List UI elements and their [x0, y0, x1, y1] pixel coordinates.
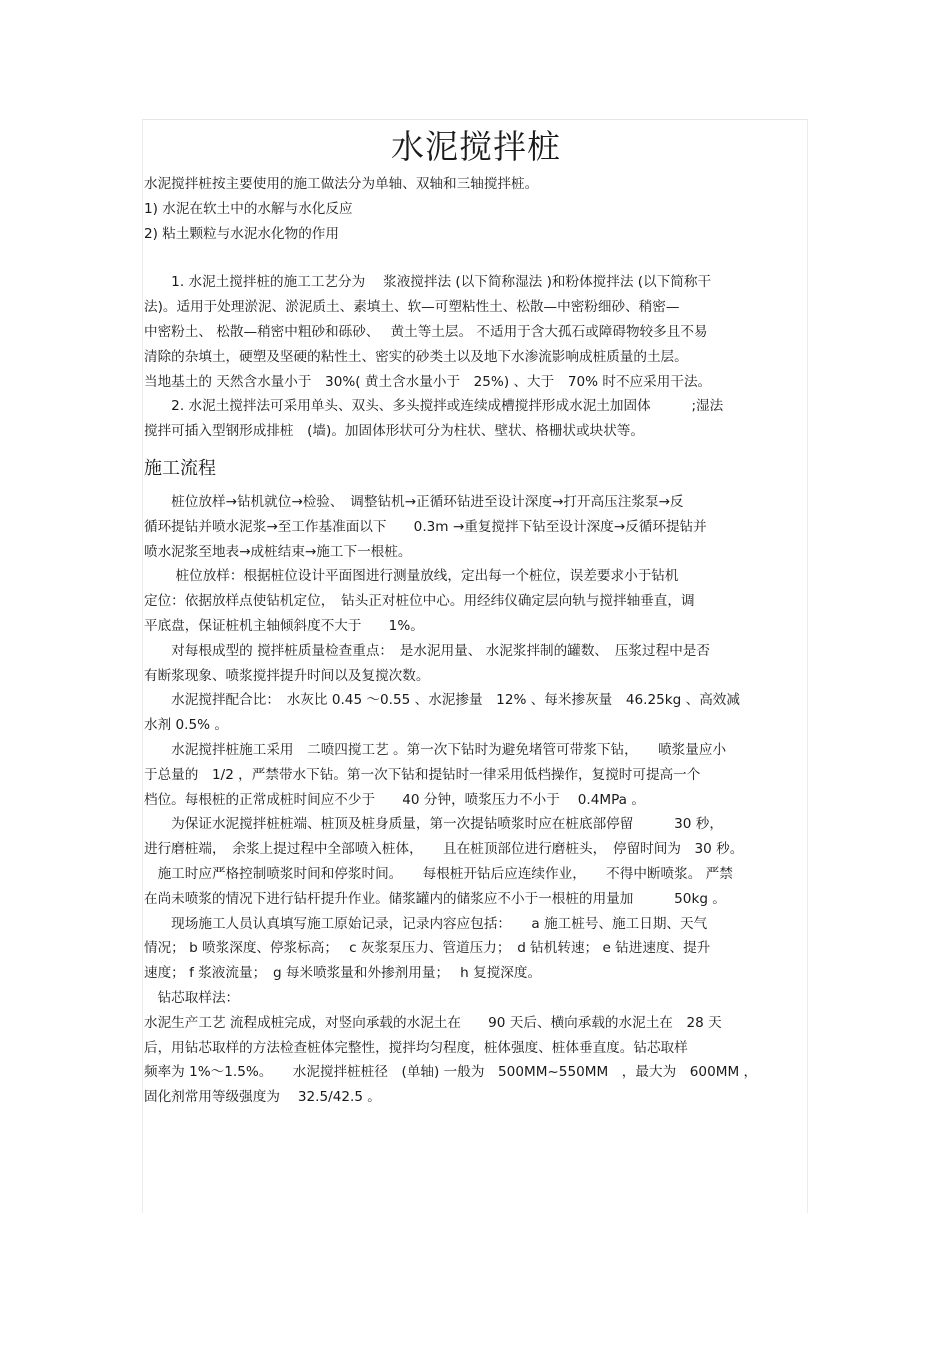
- spacer: [144, 246, 808, 270]
- process-line: 定位：依据放样点使钻机定位， 钻头正对桩位中心。用经纬仪确定层向轨与搅拌轴垂直，调: [144, 593, 695, 610]
- paragraph-line: 1. 水泥土搅拌桩的施工工艺分为 浆液搅拌法 (以下简称湿法 )和粉体搅拌法 (以下简称干: [144, 274, 712, 291]
- process-line: 对每根成型的 搅拌桩质量检查重点： 是水泥用量、 水泥浆拌制的罐数、 压浆过程中是否: [144, 642, 710, 659]
- process-line: 施工时应严格控制喷浆时间和停浆时间。 每根桩开钻后应连续作业， 不得中断喷浆。 严禁: [144, 865, 733, 882]
- process-line: 有断浆现象、喷浆搅拌提升时间以及复搅次数。: [144, 667, 430, 684]
- process-line: 为保证水泥搅拌桩桩端、桩顶及桩身质量，第一次提钻喷浆时应在桩底部停留 30 秒，: [144, 816, 723, 833]
- intro-section: [144, 172, 808, 246]
- process-line: 速度； f 浆液流量； g 每米喷浆量和外掺剂用量； h 复搅深度。: [144, 965, 542, 982]
- process-line: 水泥搅拌桩施工采用 二喷四搅工艺 。第一次下钻时为避免堵管可带浆下钻， 喷浆量应小: [144, 741, 727, 758]
- process-line: 桩位放样：根据桩位设计平面图进行测量放线，定出每一个桩位，误差要求小于钻机: [144, 568, 679, 585]
- document-title: 水泥搅拌桩: [391, 127, 561, 166]
- intro-line: 2) 粘土颗粒与水泥水化物的作用: [144, 225, 339, 242]
- process-line: 桩位放样→钻机就位→检验、 调整钻机→正循环钻进至设计深度→打开高压注浆泵→反: [144, 493, 684, 510]
- process-line: 喷水泥浆至地表→成桩结束→施工下一根桩。: [144, 543, 412, 560]
- process-line: 进行磨桩端， 余浆上提过程中全部喷入桩体， 且在桩顶部位进行磨桩头， 停留时间为 30 秒。: [144, 841, 744, 858]
- intro-line: 水泥搅拌桩按主要使用的施工做法分为单轴、双轴和三轴搅拌桩。: [144, 176, 539, 192]
- process-line: 后，用钻芯取样的方法检查桩体完整性，搅拌均匀程度，桩体强度、桩体垂直度。钻芯取样: [144, 1039, 688, 1056]
- paragraph-line: 法)。适用于处理淤泥、淤泥质土、素填土、软—可塑粘性土、松散—中密粉细砂、稍密—: [144, 299, 680, 316]
- process-line: 钻芯取样法：: [144, 989, 240, 1006]
- paragraph-line: 中密粉土、 松散—稍密中粗砂和砾砂、 黄土等土层。 不适用于含大孤石或障碍物较多且不易: [144, 323, 708, 340]
- process-line: 水泥生产工艺 流程成桩完成，对竖向承载的水泥土在 90 天后、横向承载的水泥土在 28 天: [144, 1014, 722, 1031]
- section-heading: 施工流程: [144, 457, 216, 479]
- process-line: 在尚未喷浆的情况下进行钻杆提升作业。储浆罐内的储浆应不小于一根桩的用量加 50kg 。: [144, 890, 726, 907]
- paragraph-line: 搅拌可插入型钢形成排桩 (墙)。加固体形状可分为柱状、壁状、格栅状或块状等。: [144, 423, 644, 440]
- process-line: 水泥搅拌配合比： 水灰比 0.45 ～0.55 、水泥掺量 12% 、每米掺灰量 46.25kg 、高效减: [144, 692, 740, 709]
- process-line: 档位。每根桩的正常成桩时间应不少于 40 分钟，喷浆压力不小于 0.4MPa 。: [144, 791, 645, 808]
- process-line: 频率为 1%～1.5%。 水泥搅拌桩桩径 (单轴) 一般为 500MM~550MM ，最大为 600MM ，: [144, 1064, 758, 1081]
- paragraph-line: 清除的杂填土，硬塑及坚硬的粘性土、密实的砂类土以及地下水渗流影响成桩质量的土层。: [144, 348, 688, 365]
- process-line: 平底盘，保证桩机主轴倾斜度不大于 1%。: [144, 617, 424, 634]
- paragraph-line: 2. 水泥土搅拌法可采用单头、双头、多头搅拌或连续成槽搅拌形成水泥土加固体 ;湿法: [144, 398, 724, 415]
- process-line: 于总量的 1/2 ，严禁带水下钻。第一次下钻和提钻时一律采用低档操作，复搅时可提高一个: [144, 766, 701, 783]
- process-section: [144, 490, 808, 1110]
- process-line: 循环提钻并喷水泥浆→至工作基准面以下 0.3m →重复搅拌下钻至设计深度→反循环提钻并: [144, 518, 707, 535]
- intro-line: 1) 水泥在软土中的水解与水化反应: [144, 200, 353, 217]
- process-line: 现场施工人员认真填写施工原始记录，记录内容应包括： a 施工桩号、施工日期、天气: [144, 915, 708, 932]
- method-paragraphs: [144, 270, 808, 444]
- process-line: 固化剂常用等级强度为 32.5/42.5 。: [144, 1089, 381, 1106]
- document-body: [144, 120, 808, 1110]
- paragraph-line: 当地基土的 天然含水量小于 30%( 黄土含水量小于 25%) 、大于 70% 时不应采用干法。: [144, 373, 712, 390]
- process-line: 水剂 0.5% 。: [144, 717, 228, 734]
- process-line: 情况； b 喷浆深度、停浆标高； c 灰浆泵压力、管道压力； d 钻机转速； e 钻进速度、提升: [144, 940, 711, 957]
